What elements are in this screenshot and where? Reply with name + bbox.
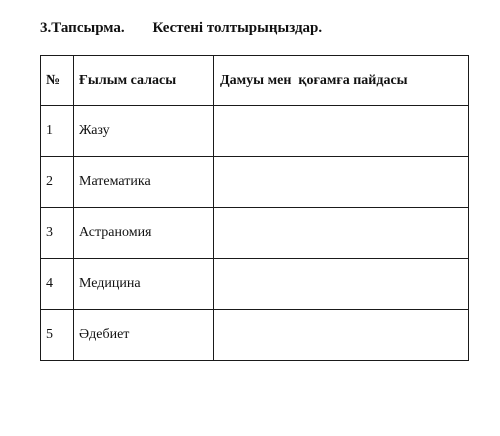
row-field: Астраномия bbox=[74, 208, 214, 259]
row-benefit-cell[interactable] bbox=[214, 157, 469, 208]
table-row bbox=[41, 259, 469, 310]
row-benefit-cell[interactable] bbox=[214, 106, 469, 157]
row-number: 2 bbox=[41, 157, 74, 208]
table-row bbox=[41, 310, 469, 361]
fill-in-table bbox=[40, 55, 469, 361]
row-number: 1 bbox=[41, 106, 74, 157]
task-number: 3.Тапсырма. bbox=[40, 20, 125, 36]
row-benefit-cell[interactable] bbox=[214, 310, 469, 361]
task-heading bbox=[40, 20, 322, 37]
row-number: 5 bbox=[41, 310, 74, 361]
table-row bbox=[41, 157, 469, 208]
row-field: Әдебиет bbox=[74, 310, 214, 361]
table-row bbox=[41, 106, 469, 157]
row-number: 3 bbox=[41, 208, 74, 259]
task-instruction: Кестені толтырыңыздар. bbox=[152, 20, 323, 36]
table-row bbox=[41, 208, 469, 259]
row-field: Математика bbox=[74, 157, 214, 208]
row-number: 4 bbox=[41, 259, 74, 310]
header-number: № bbox=[41, 56, 74, 106]
header-field: Ғылым саласы bbox=[74, 56, 214, 106]
header-benefit: Дамуы мен қоғамға пайдасы bbox=[214, 56, 469, 106]
row-benefit-cell[interactable] bbox=[214, 208, 469, 259]
row-field: Медицина bbox=[74, 259, 214, 310]
table-header-row bbox=[41, 56, 469, 106]
row-benefit-cell[interactable] bbox=[214, 259, 469, 310]
row-field: Жазу bbox=[74, 106, 214, 157]
